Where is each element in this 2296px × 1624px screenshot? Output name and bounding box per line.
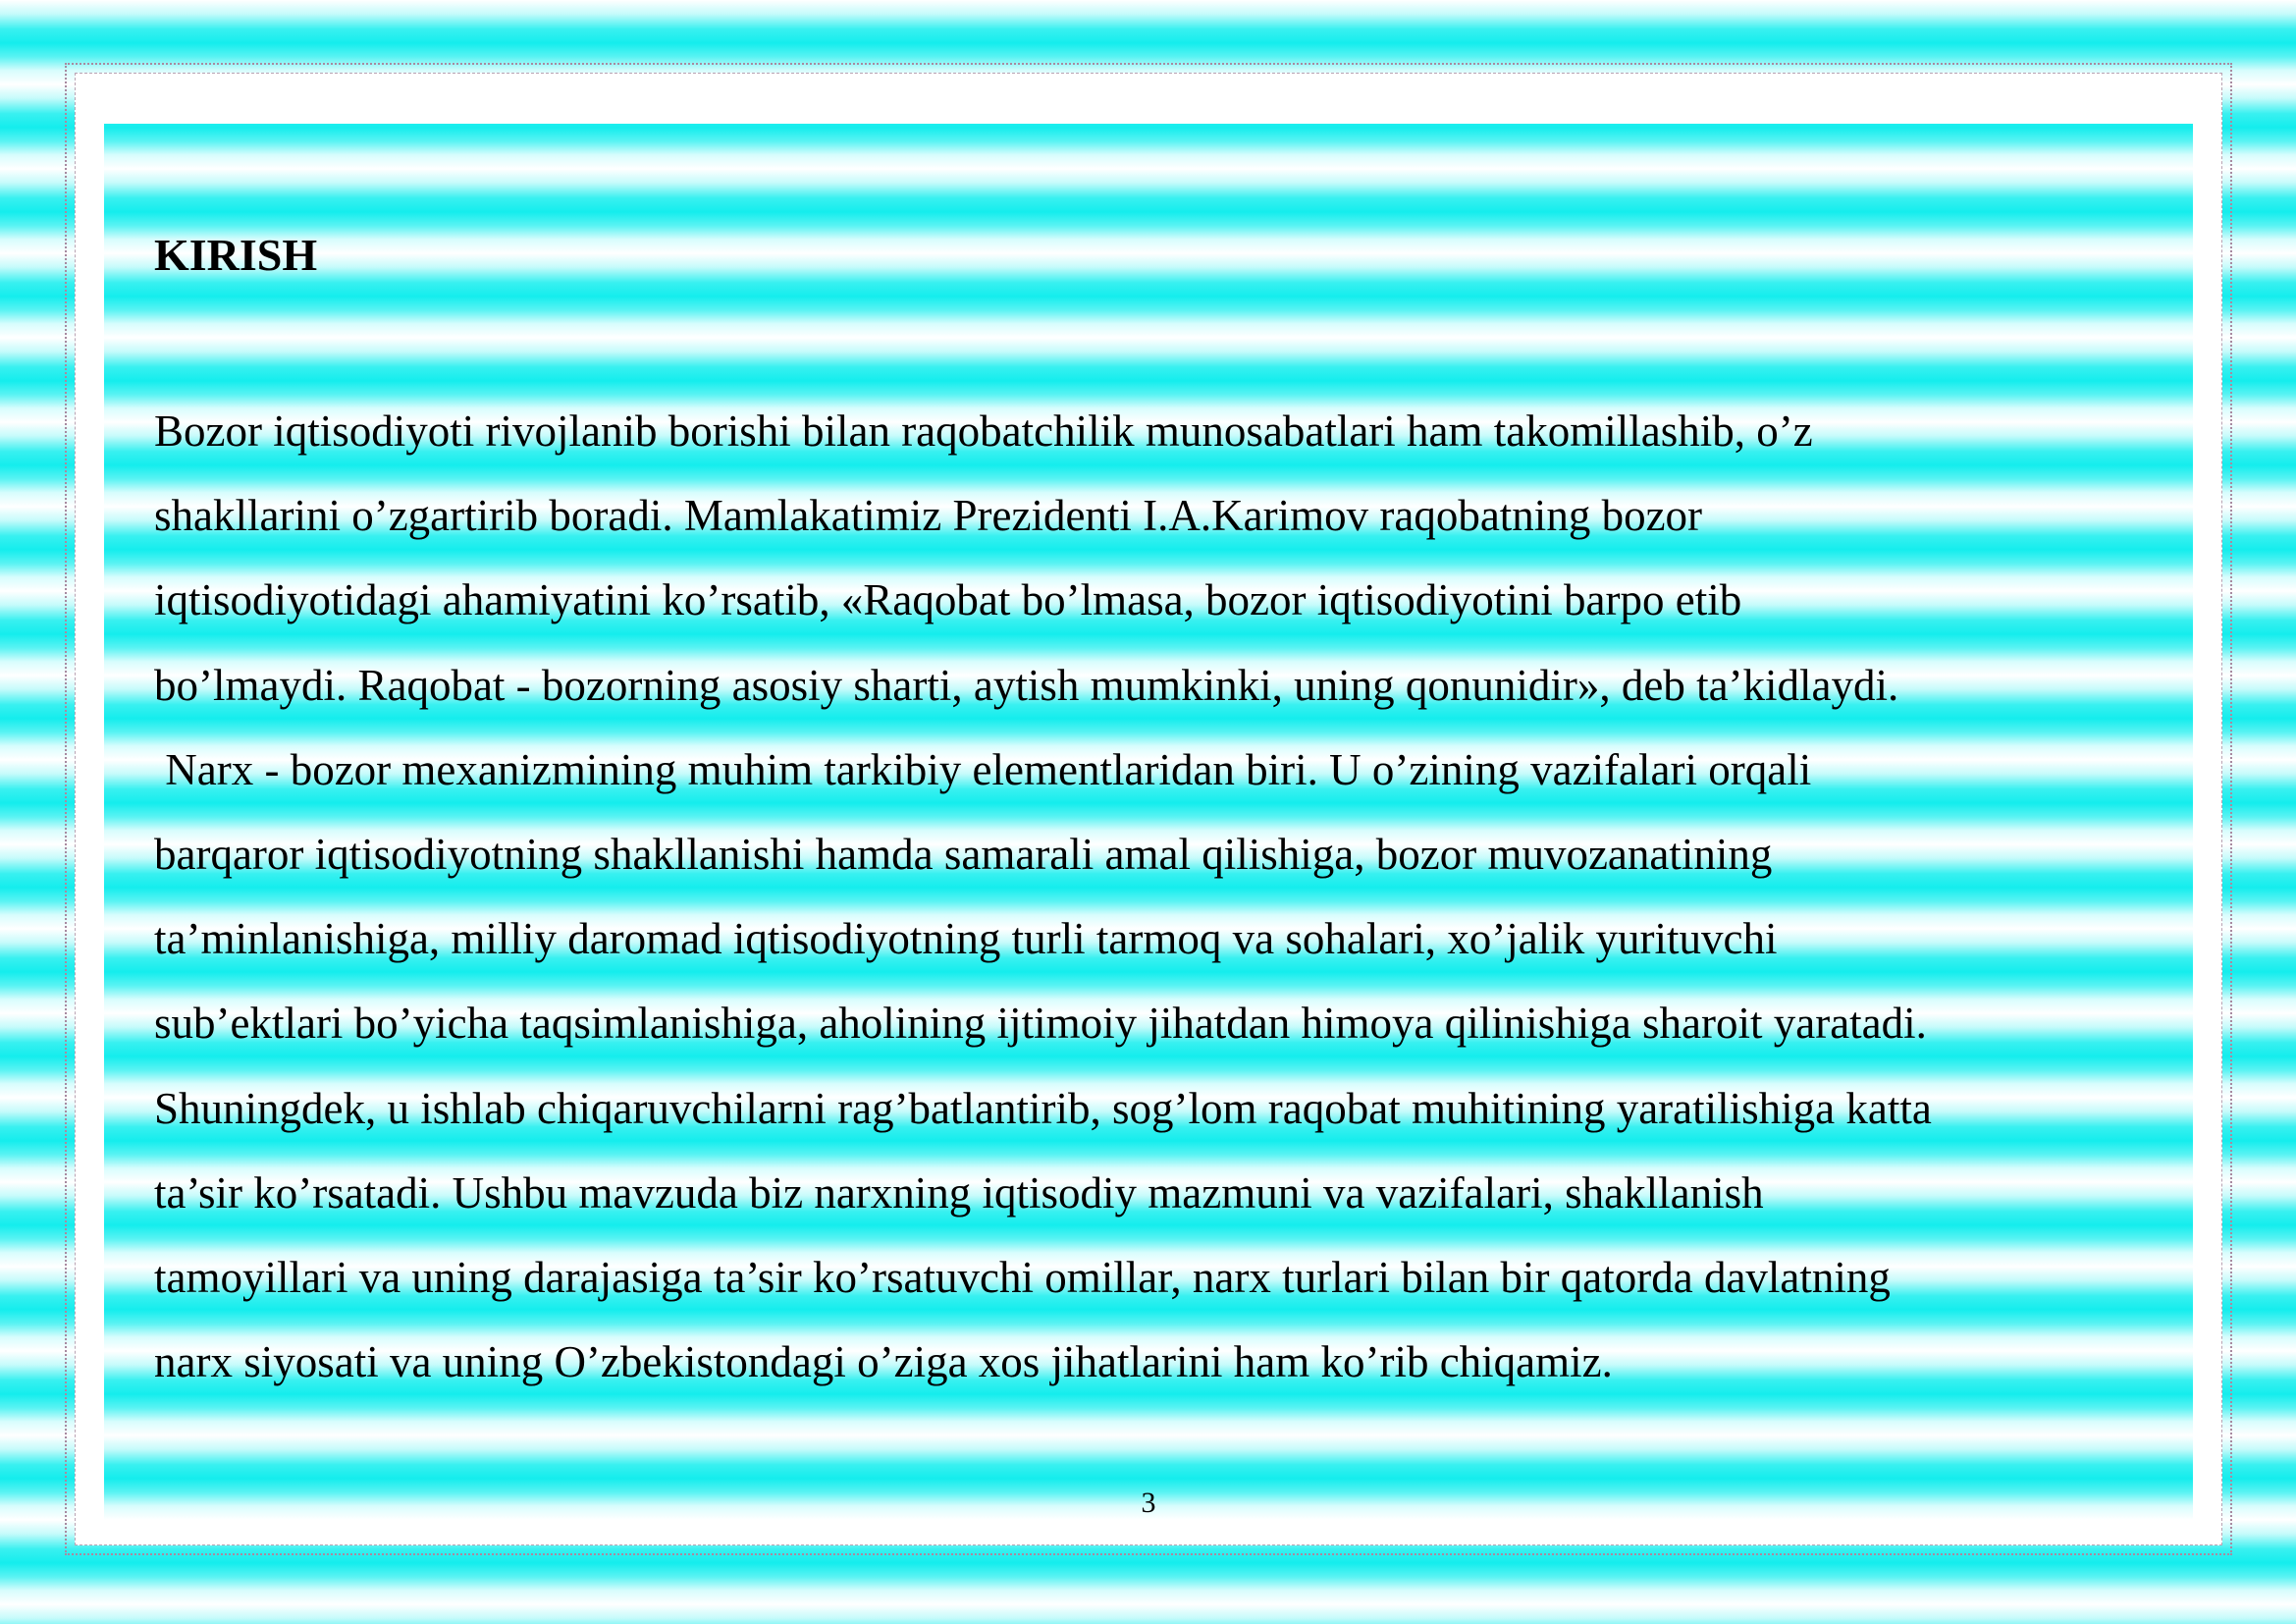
text-line: ta’sir ko’rsatadi. Ushbu mavzuda biz narxning iqtisodiy mazmuni va vazifalari, shakllanish xyxy=(154,1167,1764,1218)
text-line: bo’lmaydi. Raqobat - bozorning asosiy sharti, aytish mumkinki, uning qonunidir», deb ta’kidlaydi. xyxy=(154,660,1899,710)
text-line: iqtisodiyotidagi ahamiyatini ko’rsatib, «Raqobat bo’lmasa, bozor iqtisodiyotini barpo etib xyxy=(154,575,1742,625)
text-line: barqaror iqtisodiyotning shakllanishi hamda samarali amal qilishiga, bozor muvozanatining xyxy=(154,829,1773,879)
text-line: sub’ektlari bo’yicha taqsimlanishiga, aholining ijtimoiy jihatdan himoya qilinishiga sharoit yaratadi. xyxy=(154,999,1927,1049)
text-line: narx siyosati va uning O’zbekistondagi o’ziga xos jihatlarini ham ko’rib chiqamiz. xyxy=(154,1337,1613,1387)
text-line: Shuningdek, u ishlab chiqaruvchilarni rag’batlantirib, sog’lom raqobat muhitining yaratilishiga katta xyxy=(154,1083,1932,1133)
section-heading: KIRISH xyxy=(154,230,318,280)
text-line: shakllarini o’zgartirib boradi. Mamlakatimiz Prezidenti I.A.Karimov raqobatning bozor xyxy=(154,491,1703,541)
text-line: ta’minlanishiga, milliy daromad iqtisodiyotning turli tarmoq va sohalari, xo’jalik yurituvchi xyxy=(154,914,1778,964)
page-number: 3 xyxy=(1141,1487,1156,1519)
text-line: Bozor iqtisodiyoti rivojlanib borishi bilan raqobatchilik munosabatlari ham takomillashib, o’z xyxy=(154,406,1813,456)
text-line: tamoyillari va uning darajasiga ta’sir ko’rsatuvchi omillar, narx turlari bilan bir qatorda davlatning xyxy=(154,1252,1891,1302)
text-line: Narx - bozor mexanizmining muhim tarkibiy elementlaridan biri. U o’zining vazifalari orqali xyxy=(154,744,1812,794)
body-paragraph xyxy=(154,399,2225,1414)
